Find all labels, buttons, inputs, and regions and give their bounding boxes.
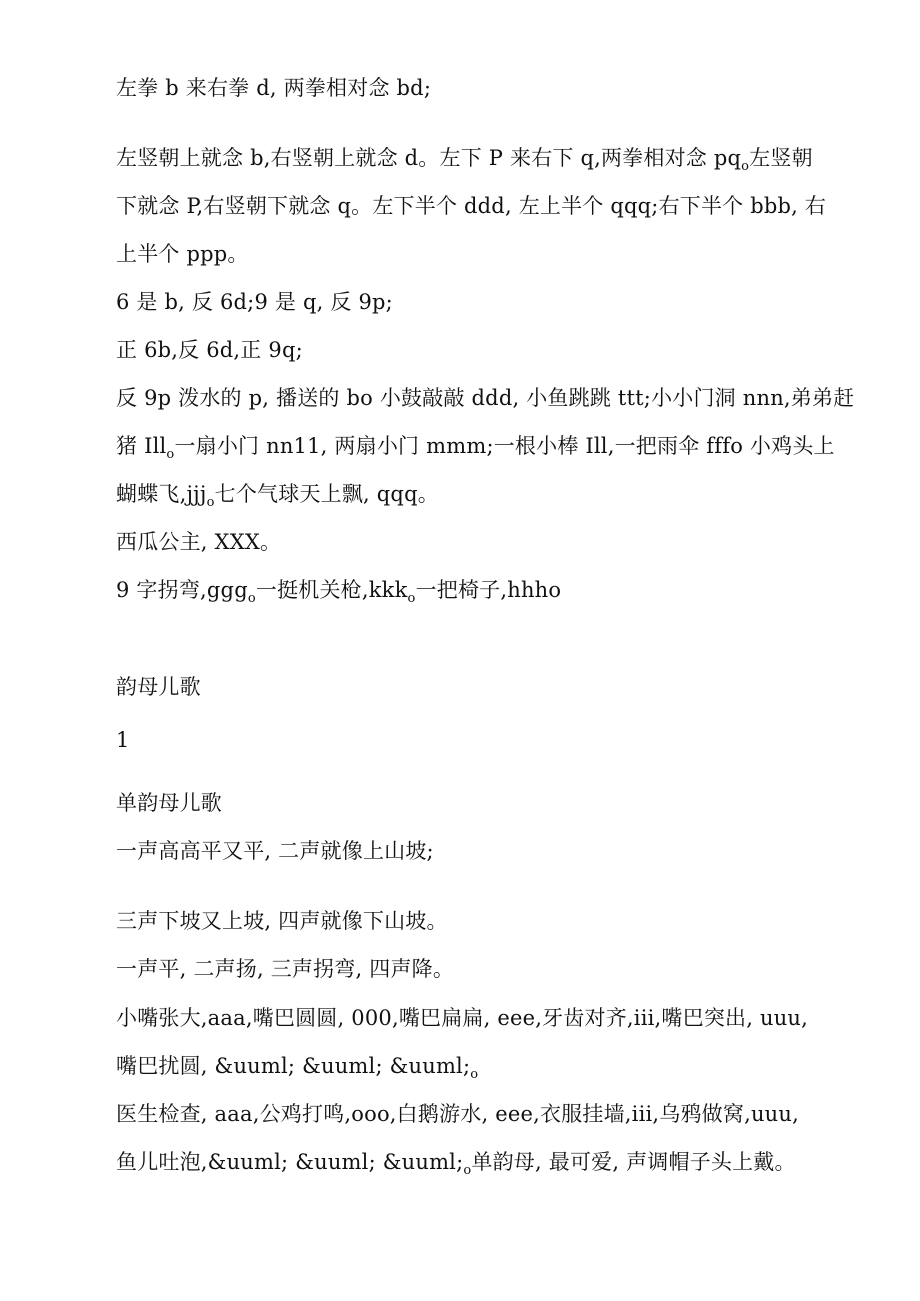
text-line: 一声高高平又平, 二声就像上山坡; [116,839,434,863]
text-line: 鱼儿吐泡,&uuml; &uuml; $\&uuml;_o$单韵母, 最可爱, 声调帽子头上戴。 [116,1150,796,1178]
text-line: 一声平, 二声扬, 三声拐弯, 四声降。 [116,957,455,981]
text-line: 三声下坡又上坡, 四声就像下山坡。 [116,909,448,933]
section-heading: 韵母儿歌 [116,675,201,699]
text-line: 左竖朝上就念 b,右竖朝上就念 d。左下 P 来右下 q,两拳相对念 $pq_o$左竖朝 [116,146,813,174]
text-line: 6 是 b, 反 6d;9 是 q, 反 9p; [116,290,393,314]
text-line: 小嘴张大,aaa,嘴巴圆圆, 000,嘴巴扁扁, eee,牙齿对齐,iii,嘴巴突出, uuu, [116,1006,809,1030]
text-line: 反 9p 泼水的 p, 播送的 bo 小鼓敲敲 ddd, 小鱼跳跳 ttt;小小门洞 nnn,弟弟赶 [116,386,855,410]
text-line: 医生检查, aaa,公鸡打鸣,ooo,白鹅游水, eee,衣服挂墙,iii,乌鸦做窝,uuu, [116,1102,799,1126]
text-line: 嘴巴扰圆, &uuml; &uuml; $\&uuml;_o$ [116,1054,479,1082]
text-line: 9 字拐弯,ggg$_o$一挺机关枪,kkk$_o$一把椅子,hhho [116,578,562,606]
text-line: 西瓜公主, XXX。 [116,530,282,554]
text-line: 左拳 b 来右拳 d, 两拳相对念 bd; [116,76,432,100]
text-line: 猪 Ill$_o$一扇小门 nn11, 两扇小门 mmm;一根小棒 Ill,一把雨伞 fffo 小鸡头上 [116,434,835,462]
text-line: 下就念 P,右竖朝下就念 q。左下半个 ddd, 左上半个 qqq;右下半个 bbb, 右 [116,194,827,218]
text-line: 正 6b,反 6d,正 9q; [116,338,303,362]
subsection-heading: 单韵母儿歌 [116,791,222,815]
text-line: 上半个 ppp。 [116,242,249,266]
section-number: 1 [116,728,130,752]
text-line: 蝴蝶飞,jjj$_o$七个气球天上飘, qqq。 [116,482,439,510]
